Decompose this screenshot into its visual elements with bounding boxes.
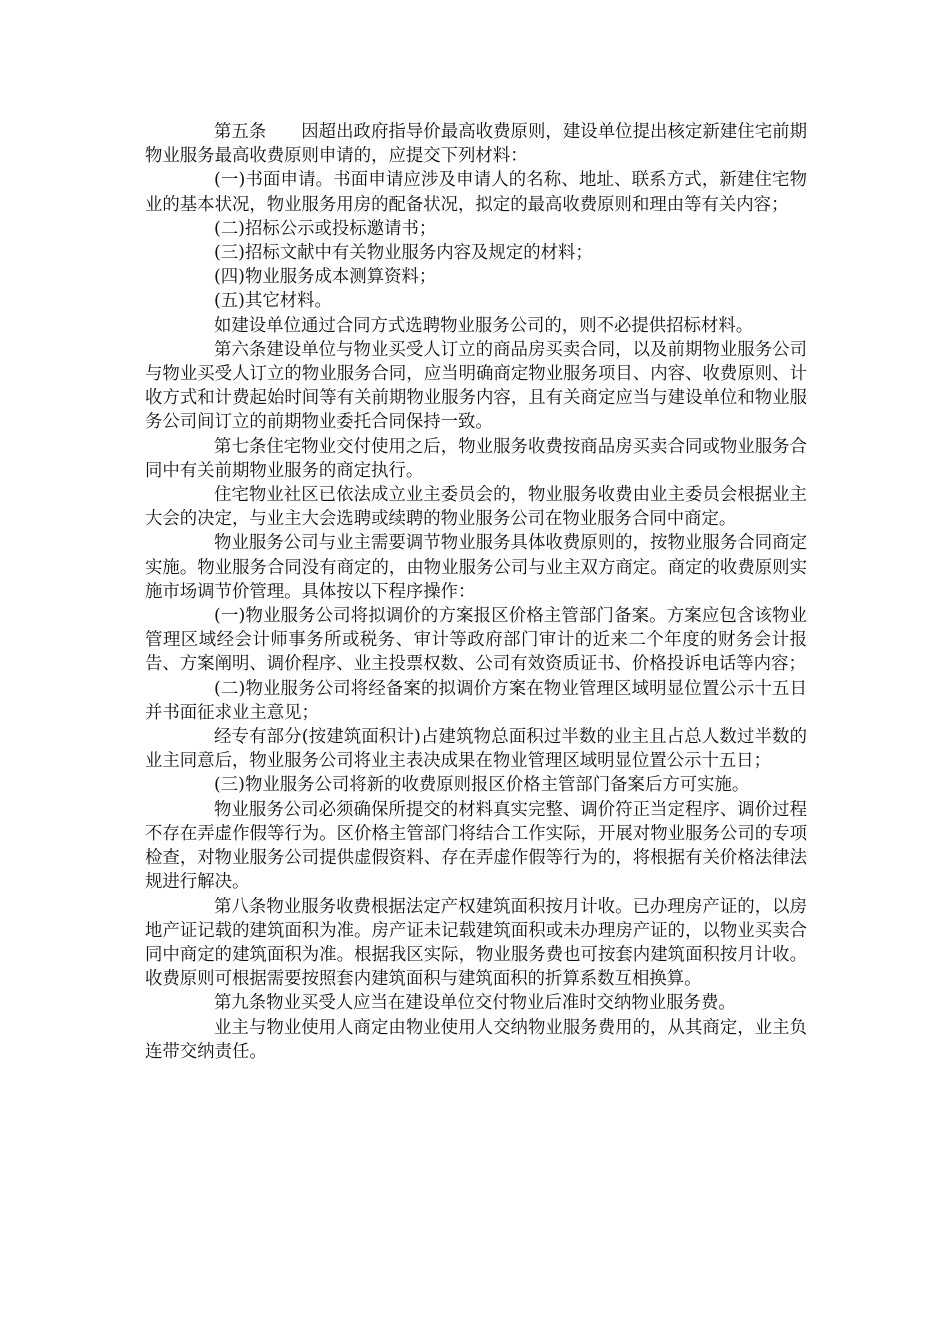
compliance-paragraph: 物业服务公司必须确保所提交的材料真实完整、调价符正当定程序、调价过程不存在弄虚作假等行为。区价格主管部门将结合工作实际，开展对物业服务公司的专项检查，对物业服务公司提供虚假资料、存在弄虚作假等行为的，将根据有关价格法律法规进行解决。 (145, 799, 807, 893)
procedure-step-2: (二)物业服务公司将经备案的拟调价方案在物业管理区域明显位置公示十五日并书面征求业主意见； (145, 678, 807, 723)
article-6-paragraph: 第六条建设单位与物业买受人订立的商品房买卖合同，以及前期物业服务公司与物业买受人订立的物业服务合同，应当明确商定物业服务项目、内容、收费原则、计收方式和计费起始时间等有关前期物业服务内容，且有关商定应当与建设单位和物业服务公司间订立的前期物业委托合同保持一致。 (145, 339, 807, 433)
item-1-written-application: (一)书面申请。书面申请应涉及申请人的名称、地址、联系方式，新建住宅物业的基本状况，物业服务用房的配备状况，拟定的最高收费原则和理由等有关内容； (145, 170, 807, 215)
procedure-step-1: (一)物业服务公司将拟调价的方案报区价格主管部门备案。方案应包含该物业管理区域经会计师事务所或税务、审计等政府部门审计的近来二个年度的财务会计报告、方案阐明、调价程序、业主投票权数、公司有效资质证书、价格投诉电话等内容； (145, 606, 807, 675)
article-7-paragraph: 第七条住宅物业交付使用之后，物业服务收费按商品房买卖合同或物业服务合同中有关前期物业服务的商定执行。 (145, 436, 807, 481)
document-page (145, 120, 807, 1064)
joint-liability-paragraph: 业主与物业使用人商定由物业使用人交纳物业服务费用的，从其商定，业主负连带交纳责任。 (145, 1017, 807, 1062)
item-3-bidding-documents: (三)招标文献中有关物业服务内容及规定的材料； (214, 243, 593, 264)
item-5-other-materials: (五)其它材料。 (214, 291, 332, 312)
owners-committee-paragraph: 住宅物业社区已依法成立业主委员会的，物业服务收费由业主委员会根据业主大会的决定，与业主大会选聘或续聘的物业服务公司在物业服务合同中商定。 (145, 485, 807, 530)
article-8-paragraph: 第八条物业服务收费根据法定产权建筑面积按月计收。已办理房产证的，以房地产证记载的建筑面积为准。房产证未记载建筑面积或未办理房产证的，以物业买卖合同中商定的建筑面积为准。根据我区实际，物业服务费也可按套内建筑面积按月计收。收费原则可根据需要按照套内建筑面积与建筑面积的折算系数互相换算。 (145, 896, 807, 990)
owner-consent-paragraph: 经专有部分(按建筑面积计)占建筑物总面积过半数的业主且占总人数过半数的业主同意后，物业服务公司将业主表决成果在物业管理区域明显位置公示十五日； (145, 727, 807, 772)
fee-adjustment-paragraph: 物业服务公司与业主需要调节物业服务具体收费原则的，按物业服务合同商定实施。物业服务合同没有商定的，由物业服务公司与业主双方商定。商定的收费原则实施市场调节价管理。具体按以下程序操作： (145, 533, 807, 602)
article-5-paragraph: 第五条 因超出政府指导价最高收费原则，建设单位提出核定新建住宅前期物业服务最高收费原则申请的，应提交下列材料： (145, 122, 807, 167)
procedure-step-3: (三)物业服务公司将新的收费原则报区价格主管部门备案后方可实施。 (214, 775, 750, 796)
article-9-paragraph: 第九条物业买受人应当在建设单位交付物业后准时交纳物业服务费。 (214, 993, 736, 1014)
item-2-bidding-notice: (二)招标公示或投标邀请书； (214, 218, 437, 239)
item-4-cost-calculation: (四)物业服务成本测算资料； (214, 267, 437, 288)
contract-selection-note: 如建设单位通过合同方式选聘物业服务公司的，则不必提供招标材料。 (214, 315, 754, 336)
